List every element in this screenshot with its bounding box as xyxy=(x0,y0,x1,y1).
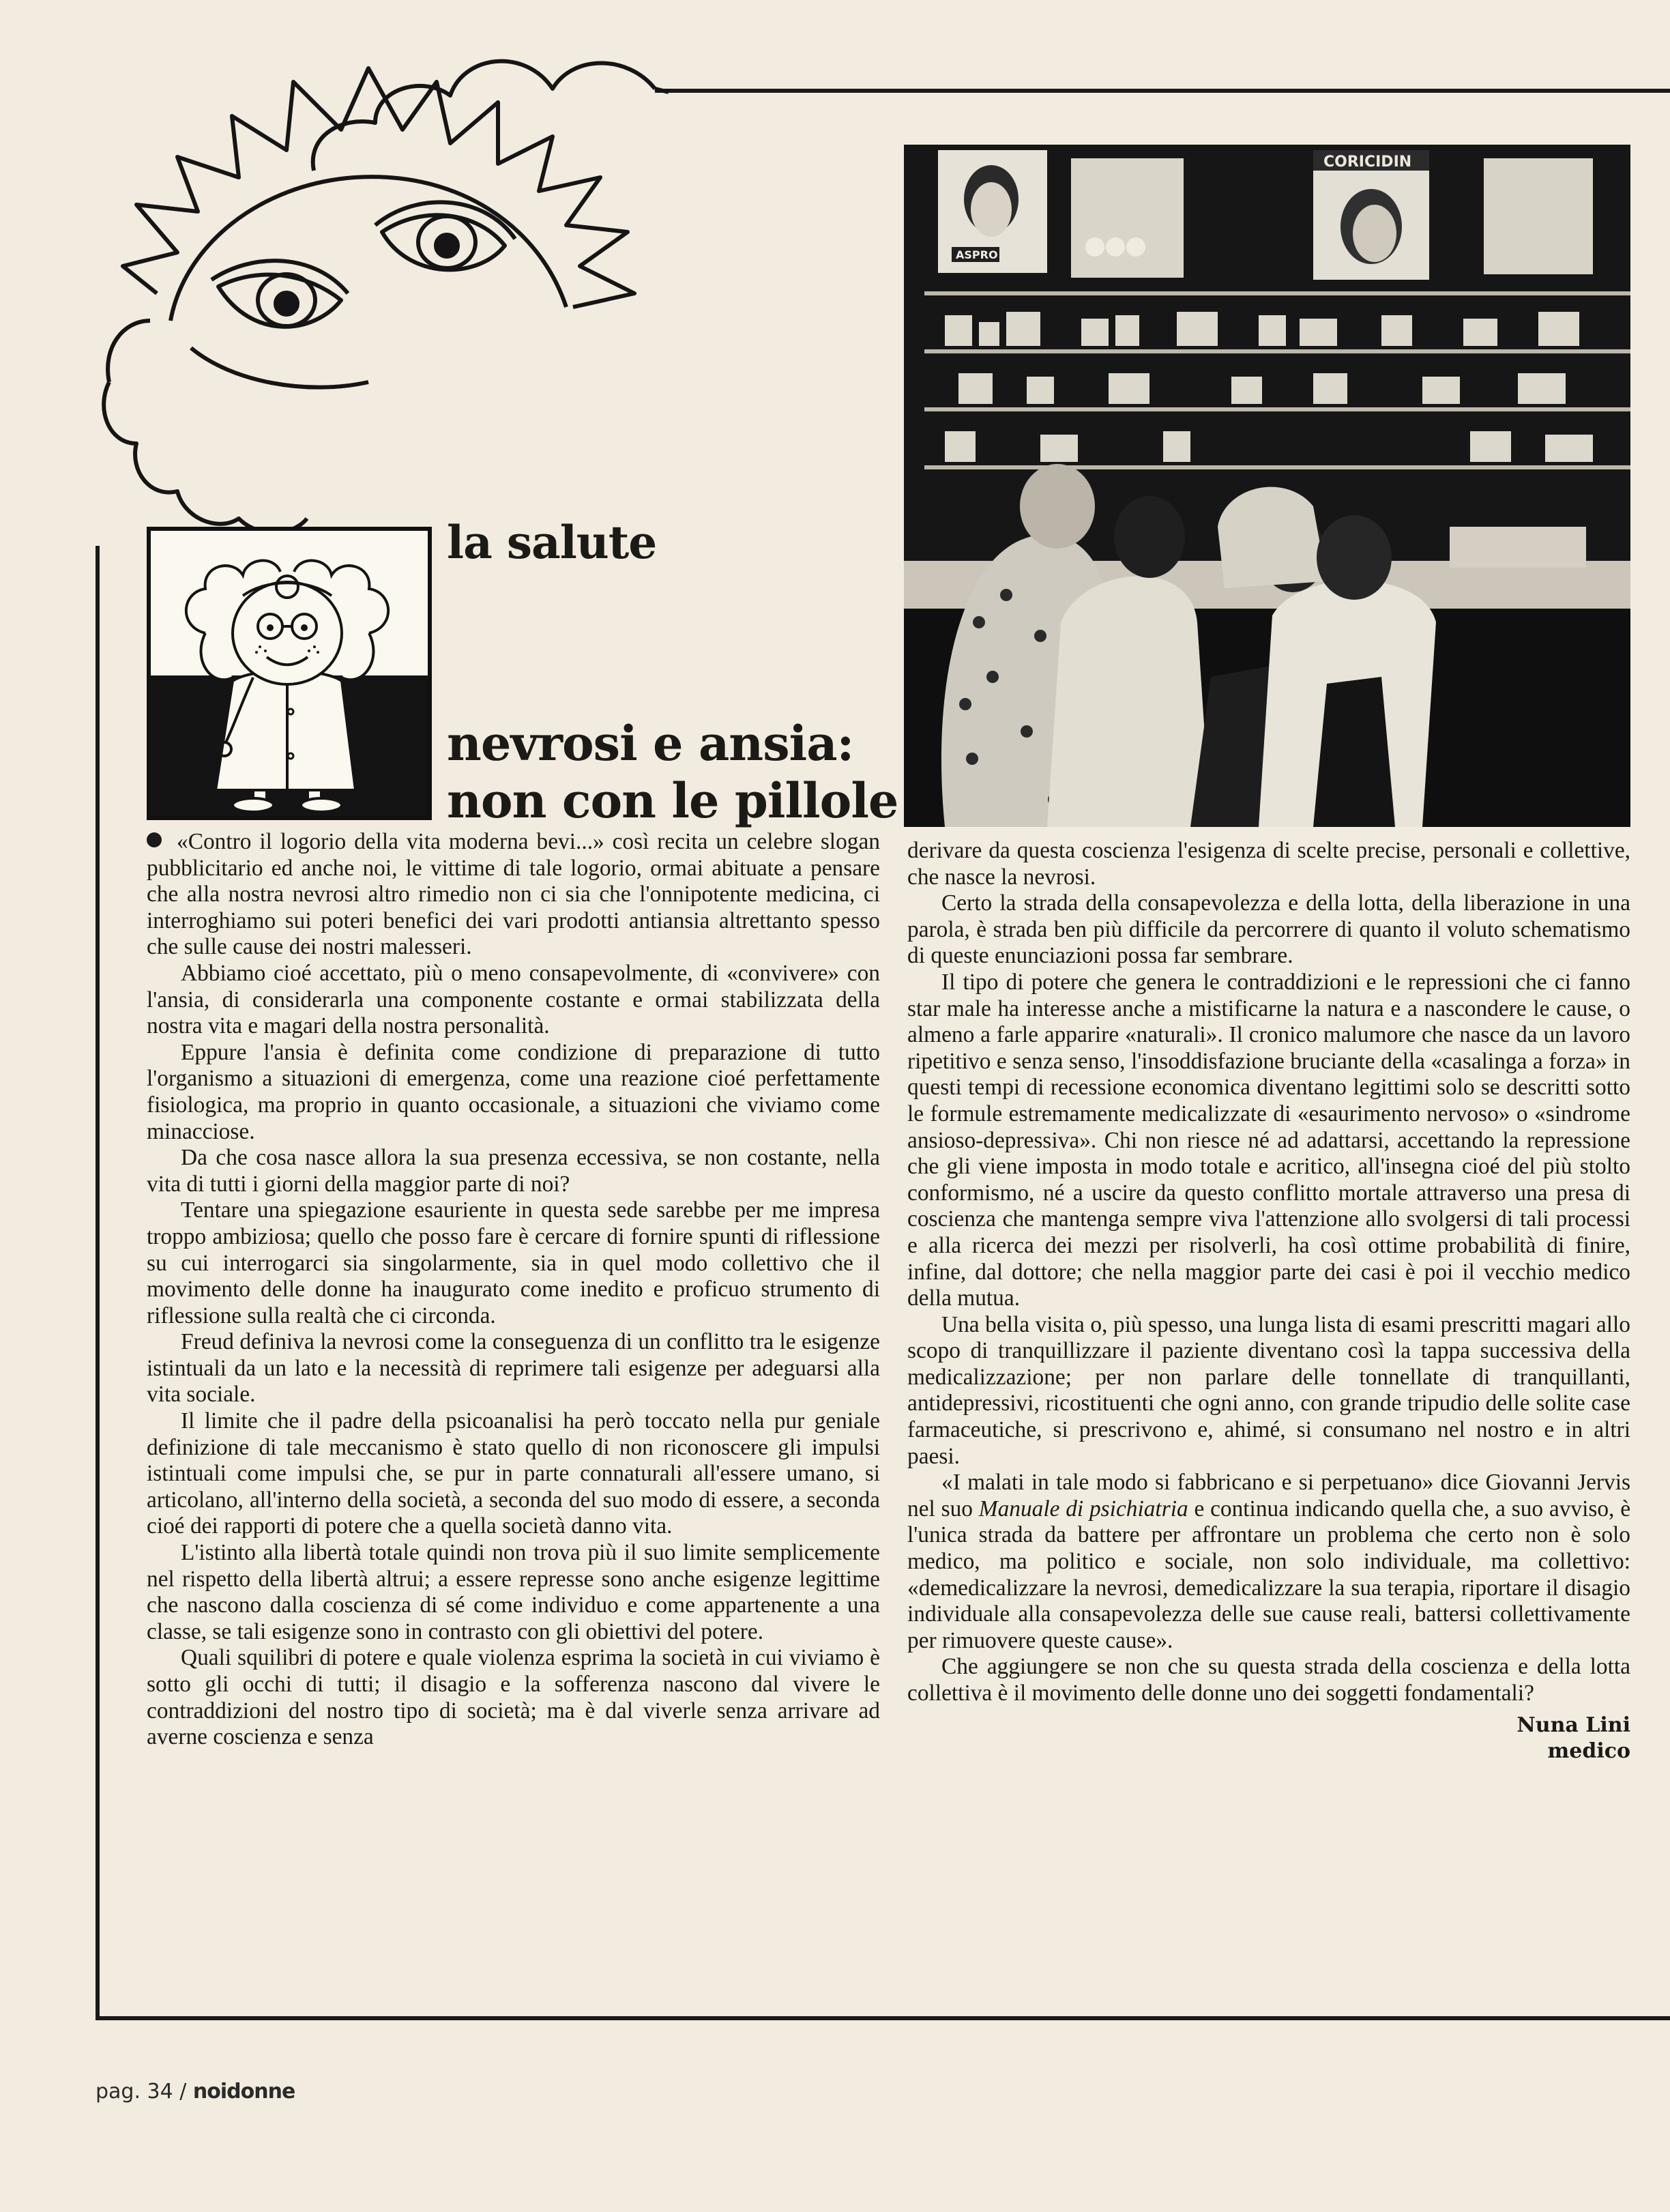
paragraph: Tentare una spiegazione esauriente in questa sede sarebbe per me impresa troppo ambiziosa; quello che posso fare è cercare di fornire spunti di riflessione su cui interrogarci sia singolarmente, sia in quel modo collettivo che il movimento delle donne ha inaugurato come inedito e proficuo strumento di riflessione sulla realtà che ci circonda. xyxy=(147,1197,880,1328)
paragraph-opening xyxy=(147,829,880,961)
frame-top-rule xyxy=(655,89,1670,93)
paragraph: L'istinto alla libertà totale quindi non trova più il suo limite semplicemente nel rispetto della libertà altrui; a essere represse sono anche esigenze legittime che nascono dalla coscienza di sé come individuo e come appartenente a una classe, se tali esigenze sono in contrasto con gli obiettivi del potere. xyxy=(147,1540,880,1644)
quote-text: «I malati in tale modo si fabbricano e si perpetuano» dice Giovanni Jervis nel suo xyxy=(907,1470,1630,1522)
paragraph: Quali squilibri di potere e quale violenza esprima la società in cui viviamo è sotto gli occhi di tutti; il disagio e la sofferenza nascono dal vivere le contraddizioni del nostro tipo di società; ma è dal viverle senza arrivare ad averne coscienza e senza xyxy=(147,1645,880,1750)
aspro-sign: ASPRO xyxy=(956,248,998,261)
paragraph: Abbiamo cioé accettato, più o meno consapevolmente, di «convivere» con l'ansia, di considerarla una componente costante e ormai stabilizzata della nostra vita e magari della nostra personalità. xyxy=(147,960,880,1039)
article-column-left xyxy=(147,829,880,1751)
paragraph: Il tipo di potere che genera le contraddizioni e le repressioni che ci fanno star male ha interesse anche a mistificarne la natura e a nascondere le cause, o almeno a farle apparire «naturali». Il cronico malumore che nasce da un lavoro ripetitivo e senza senso, l'insoddisfazione bruciante della «casalinga a forza» in questi tempi di recessione economica diventano legittimi solo se descritti sotto le formule estremamente medicalizzate di «esaurimento nervoso» o «sindrome ansioso-depressiva». Chi non riesce né ad adattarsi, accettando la repressione che gli viene imposta in modo totale e acritico, all'insegna cioé del più stolto conformismo, né a uscire da questo conflitto mortale attraverso una presa di coscienza che mantenga sempre viva l'attenzione allo svolgersi di tali processi e alla ricerca dei mezzi per risolverli, ha così ottime probabilità di finire, infine, dal dottore; che nella maggior parte dei casi è poi il vecchio medico della mutua. xyxy=(907,969,1630,1311)
quote-text-continued: e continua indicando quella che, a suo avviso, è l'unica strada da battere per affrontare un problema che certo non è solo medico, ma politico e sociale, non solo individuale, ma collettivo: «demedicalizzare la nevrosi, demedicalizzare la sua terapia, riportare il disagio individuale alla consapevolezza delle sue cause reali, battersi collettivamente per rimuovere queste cause». xyxy=(907,1496,1631,1653)
coricidin-sign: CORICIDIN xyxy=(1323,154,1412,171)
page-number: pag. 34 / xyxy=(96,2080,187,2104)
paragraph: Freud definiva la nevrosi come la conseguenza di un conflitto tra le esigenze istintuali da un lato e la necessità di reprimere tali esigenze per adeguarsi alla vita sociale. xyxy=(147,1329,880,1408)
paragraph-text: «Contro il logorio della vita moderna bevi...» così recita un celebre slogan pubblicitario ed anche noi, le vittime di tale logorio, ormai abituate a pensare che alla nostra nevrosi altro rimedio non ci sia che l'onnipotente medicina, ci interroghiamo sui poteri benefici dei vari prodotti antiansia altrettanto spesso che sulle cause dei nostri malesseri. xyxy=(147,829,880,960)
pharmacy-photo xyxy=(904,145,1630,827)
article-column-right xyxy=(907,838,1630,1764)
magazine-brand: noidonne xyxy=(192,2080,295,2104)
author-signature xyxy=(907,1713,1630,1764)
book-title: Manuale di psichiatria xyxy=(978,1496,1188,1522)
pharmacy-scene xyxy=(904,145,1630,827)
frame-left-rule xyxy=(96,546,100,2020)
paragraph-jervis-quote xyxy=(907,1470,1630,1654)
paragraph-closing: Che aggiungere se non che su questa strada della coscienza e della lotta collettiva è il movimento delle donne uno dei soggetti fondamentali? xyxy=(907,1654,1630,1706)
paragraph: Una bella visita o, più spesso, una lunga lista di esami prescritti magari allo scopo di tranquillizzare il paziente diventano così la tappa successiva della medicalizzazione; per non parlare delle tonnellate di tranquillanti, antidepressivi, ricostituenti che ogni anno, con grande tripudio delle solite case farmaceutiche, si prescrivono e, ahimé, si consumano nel nostro e in altri paesi. xyxy=(907,1311,1630,1469)
doctor-cartoon xyxy=(147,527,432,820)
headline-line-2: non con le pillole xyxy=(447,772,898,829)
headline-line-1: nevrosi e ansia: xyxy=(447,715,854,772)
section-title: la salute xyxy=(447,516,657,569)
author-name: Nuna Lini xyxy=(1517,1713,1630,1737)
paragraph: Eppure l'ansia è definita come condizione di preparazione di tutto l'organismo a situazioni di emergenza, come una reazione cioé perfettamente fisiologica, ma proprio in quanto occasionale, a situazioni che viviamo come minacciose. xyxy=(147,1039,880,1144)
paragraph: Il limite che il padre della psicoanalisi ha però toccato nella pur geniale definizione di tale meccanismo è stato quello di non riconoscere gli impulsi istintuali come impulsi che, se pur in parte connaturali all'essere umano, si articolano, all'interno della società, a seconda del suo modo di essere, a seconda cioé dei rapporti di potere che a quella società danno vita. xyxy=(147,1408,880,1539)
article-headline xyxy=(447,715,898,830)
page-footer xyxy=(96,2080,295,2104)
author-role: medico xyxy=(1547,1738,1630,1763)
frame-bottom-rule xyxy=(96,2016,1670,2020)
sun-eyes-illustration xyxy=(82,27,696,546)
doctor-illustration xyxy=(151,531,428,816)
paragraph-continuation: derivare da questa coscienza l'esigenza di scelte precise, personali e collettive, che nasce la nevrosi. xyxy=(907,838,1630,890)
paragraph: Certo la strada della consapevolezza e della lotta, della liberazione in una parola, è strada ben più difficile da percorrere di quanto il voluto schematismo di queste enunciazioni possa far sembrare. xyxy=(907,890,1630,969)
bullet-icon xyxy=(147,832,162,847)
paragraph: Da che cosa nasce allora la sua presenza eccessiva, se non costante, nella vita di tutti i giorni della maggior parte di noi? xyxy=(147,1145,880,1197)
